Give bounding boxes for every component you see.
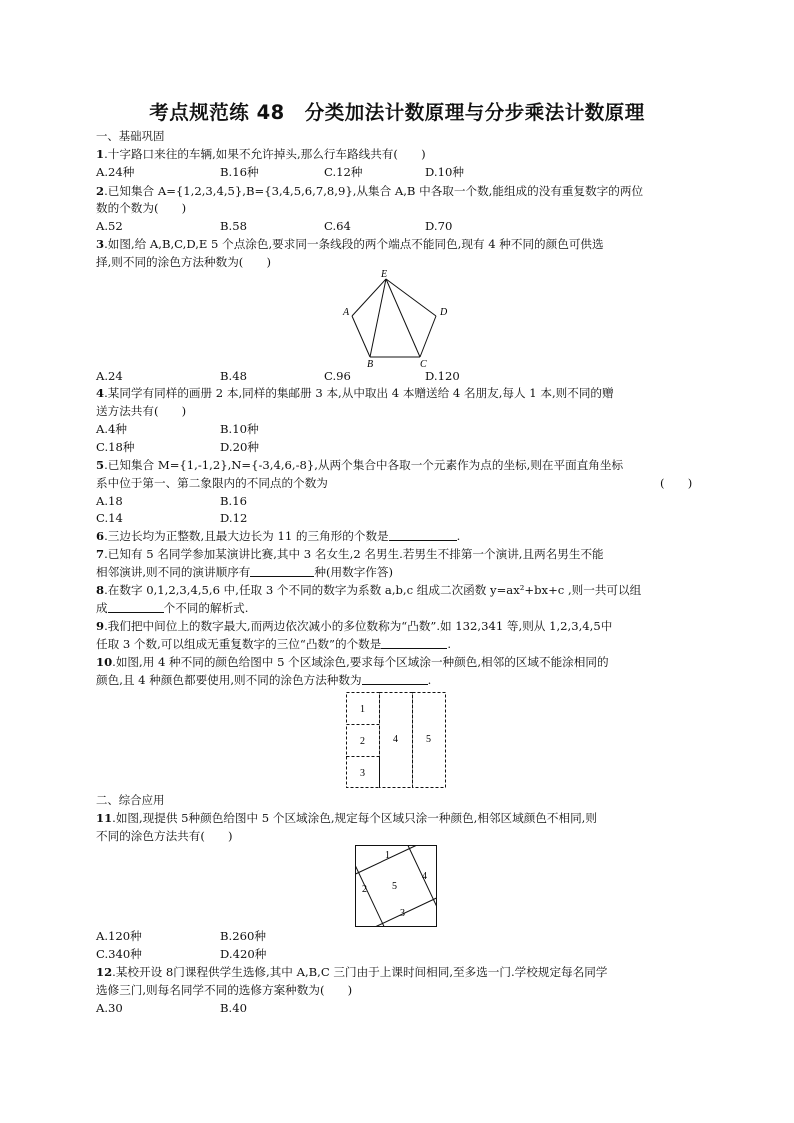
option-c: C.64 — [324, 219, 351, 233]
answer-blank[interactable] — [108, 601, 164, 613]
question-number: 3 — [96, 237, 105, 251]
option-c: C.96 — [324, 369, 351, 383]
answer-blank[interactable] — [381, 637, 447, 649]
question-text: 成 — [96, 601, 108, 615]
question-7-cont — [96, 565, 393, 580]
question-text: .十字路口来往的车辆,如果不允许掉头,那么行车路线共有( ) — [104, 147, 426, 161]
region-4-label: 4 — [393, 734, 398, 745]
answer-blank[interactable] — [250, 565, 314, 577]
question-text: 相邻演讲,则不同的演讲顺序有 — [96, 565, 251, 579]
option-d: D.420种 — [220, 947, 267, 961]
region-1-label: 1 — [385, 850, 390, 861]
region-3-label: 3 — [400, 908, 405, 919]
page-title: 考点规范练 48 分类加法计数原理与分步乘法计数原理 — [149, 101, 645, 124]
option-d: D.70 — [425, 219, 453, 233]
question-11 — [96, 811, 597, 826]
period: . — [456, 529, 461, 543]
region-grid-figure — [344, 690, 450, 790]
option-c: C.14 — [96, 511, 123, 525]
question-number: 4 — [96, 386, 105, 400]
question-text: .如图,用 4 种不同的颜色给图中 5 个区域涂色,要求每个区域涂一种颜色,相邻的区域不能涂相同的 — [112, 655, 609, 669]
question-number: 5 — [96, 458, 105, 472]
option-b: B.48 — [220, 369, 247, 383]
question-9 — [96, 619, 612, 634]
answer-paren: ( ) — [660, 476, 693, 490]
question-5 — [96, 458, 623, 473]
question-text: 种(用数字作答) — [314, 565, 394, 579]
option-b: B.40 — [220, 1001, 247, 1015]
region-2-label: 2 — [360, 736, 365, 747]
question-number: 6 — [96, 529, 105, 543]
section-comprehensive: 二、综合应用 — [96, 793, 165, 807]
answer-blank[interactable] — [362, 673, 428, 685]
option-b: B.58 — [220, 219, 247, 233]
question-4 — [96, 386, 614, 401]
option-c: C.340种 — [96, 947, 142, 961]
question-text: .某同学有同样的画册 2 本,同样的集邮册 3 本,从中取出 4 本赠送给 4 名朋友,每人 1 本,则不同的赠 — [104, 386, 614, 400]
question-text: .如图,现提供 5种颜色给图中 5 个区域涂色,规定每个区域只涂一种颜色,相邻区域颜色不相同,则 — [112, 811, 597, 825]
label-c: C — [420, 359, 427, 370]
question-number: 7 — [96, 547, 105, 561]
label-e: E — [381, 269, 388, 280]
question-2 — [96, 184, 643, 199]
question-number: 12 — [96, 965, 113, 979]
question-text: .在数字 0,1,2,3,4,5,6 中,任取 3 个不同的数字为系数 a,b,c 组成二次函数 y=ax²+bx+c ,则一共可以组 — [104, 583, 642, 597]
question-text: .如图,给 A,B,C,D,E 5 个点涂色,要求同一条线段的两个端点不能同色,现有 4 种不同的颜色可供选 — [104, 237, 604, 251]
question-2-cont: 数的个数为( ) — [96, 201, 187, 215]
option-d: D.10种 — [425, 165, 464, 179]
section-basic: 一、基础巩固 — [96, 129, 165, 143]
question-6 — [96, 529, 460, 544]
pentagon-figure — [338, 268, 458, 372]
question-12-cont: 选修三门,则每名同学不同的选修方案种数为( ) — [96, 983, 353, 997]
region-2-label: 2 — [362, 884, 367, 895]
region-5-label: 5 — [426, 734, 431, 745]
option-a: A.52 — [96, 219, 123, 233]
question-text: .已知集合 A={1,2,3,4,5},B={3,4,5,6,7,8,9},从集合 A,B 中各取一个数,能组成的没有重复数字的两位 — [104, 184, 644, 198]
region-1-label: 1 — [360, 704, 365, 715]
question-3 — [96, 237, 604, 252]
label-d: D — [440, 307, 448, 318]
question-8-cont — [96, 601, 248, 616]
option-d: D.120 — [425, 369, 460, 383]
option-d: D.12 — [220, 511, 248, 525]
square-regions-figure — [354, 844, 438, 928]
question-8 — [96, 583, 641, 598]
option-a: A.4种 — [96, 422, 128, 436]
question-number: 9 — [96, 619, 105, 633]
region-5-label: 5 — [392, 881, 397, 892]
option-b: B.16 — [220, 494, 247, 508]
option-c: C.12种 — [324, 165, 363, 179]
question-text: 颜色,且 4 种颜色都要使用,则不同的涂色方法种数为 — [96, 673, 362, 687]
question-text: 任取 3 个数,可以组成无重复数字的三位“凸数”的个数是 — [96, 637, 382, 651]
option-a: A.24种 — [96, 165, 135, 179]
question-text: 个不同的解析式. — [163, 601, 249, 615]
question-7 — [96, 547, 604, 562]
question-text: .某校开设 8门课程供学生选修,其中 A,B,C 三门由于上课时间相同,至多选一门.学校规定每名同学 — [112, 965, 608, 979]
question-number: 8 — [96, 583, 105, 597]
option-a: A.120种 — [96, 929, 142, 943]
question-text: .已知集合 M={1,-1,2},N={-3,4,6,-8},从两个集合中各取一个元素作为点的坐标,则在平面直角坐标 — [104, 458, 624, 472]
region-3-label: 3 — [360, 768, 365, 779]
option-a: A.30 — [96, 1001, 123, 1015]
question-number: 11 — [96, 811, 113, 825]
region-4-label: 4 — [422, 871, 427, 882]
question-text: .已知有 5 名同学参加某演讲比赛,其中 3 名女生,2 名男生.若男生不排第一个演讲,且两名男生不能 — [104, 547, 604, 561]
question-1 — [96, 147, 426, 162]
question-9-cont — [96, 637, 451, 652]
option-a: A.18 — [96, 494, 123, 508]
question-10-cont — [96, 673, 431, 688]
option-b: B.16种 — [220, 165, 259, 179]
question-10 — [96, 655, 609, 670]
option-a: A.24 — [96, 369, 123, 383]
question-text: .我们把中间位上的数字最大,而两边依次减小的多位数称为“凸数”.如 132,341 等,则从 1,2,3,4,5中 — [104, 619, 613, 633]
option-d: D.20种 — [220, 440, 259, 454]
question-number: 1 — [96, 147, 105, 161]
label-a: A — [343, 307, 350, 318]
question-text: .三边长均为正整数,且最大边长为 11 的三角形的个数是 — [104, 529, 389, 543]
option-b: B.10种 — [220, 422, 259, 436]
label-b: B — [367, 359, 374, 370]
period: . — [427, 673, 432, 687]
question-3-cont: 择,则不同的涂色方法种数为( ) — [96, 255, 272, 269]
answer-blank[interactable] — [389, 529, 457, 541]
question-11-cont: 不同的涂色方法共有( ) — [96, 829, 233, 843]
period: . — [447, 637, 452, 651]
option-c: C.18种 — [96, 440, 135, 454]
question-4-cont: 送方法共有( ) — [96, 404, 187, 418]
question-number: 2 — [96, 184, 105, 198]
option-b: B.260种 — [220, 929, 266, 943]
question-12 — [96, 965, 607, 980]
question-5-cont: 系中位于第一、第二象限内的不同点的个数为 — [96, 476, 328, 490]
question-number: 10 — [96, 655, 113, 669]
